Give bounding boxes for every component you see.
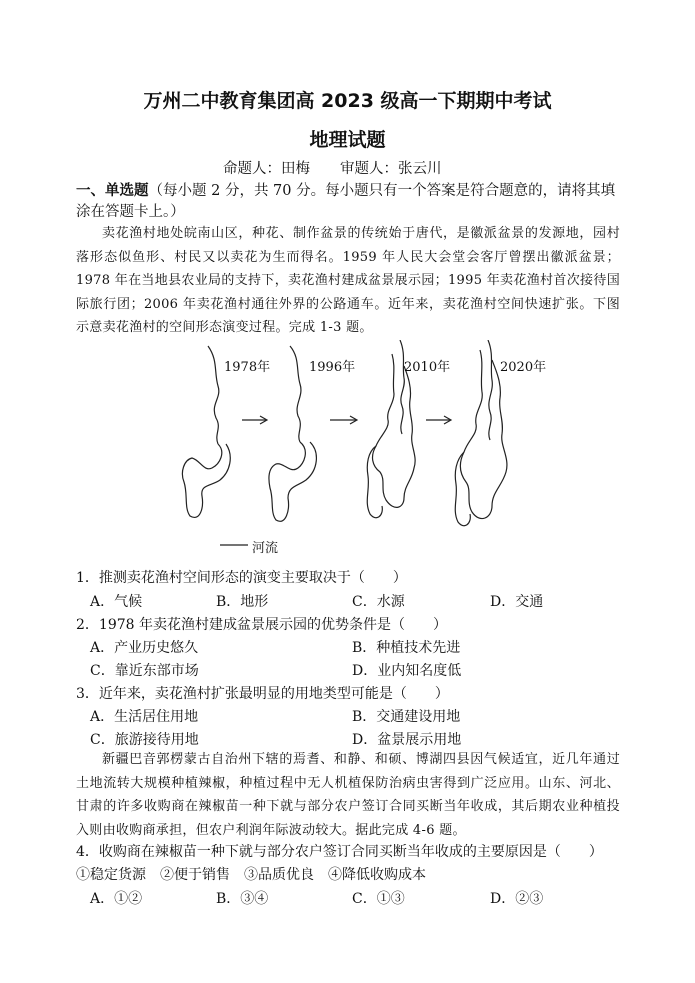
q4-option-b: B．③④ bbox=[216, 891, 269, 907]
question-4-stem: 4．收购商在辣椒苗一种下就与部分农户签订合同买断当年收成的主要原因是（ ） bbox=[76, 844, 603, 860]
q2-option-a: A．产业历史悠久 bbox=[90, 640, 199, 656]
arrow-3 bbox=[426, 416, 451, 424]
q3-option-d: D．盆景展示用地 bbox=[352, 732, 462, 748]
setter-name: 命题人：田梅 bbox=[223, 161, 310, 177]
year-label-2010: 2010年 bbox=[404, 360, 451, 375]
q4-option-a: A．①② bbox=[90, 891, 143, 907]
q4-statement-1: ①稳定货源 bbox=[76, 867, 146, 883]
arrow-2 bbox=[330, 416, 357, 424]
question-2-stem: 2．1978 年卖花渔村建成盆景展示园的优势条件是（ ） bbox=[76, 617, 447, 633]
year-label-1978: 1978年 bbox=[224, 360, 271, 375]
q2-option-b: B．种植技术先进 bbox=[352, 640, 461, 656]
q4-statements bbox=[76, 864, 426, 884]
passage-1: 卖花渔村地处皖南山区，种花、制作盆景的传统始于唐代，是徽派盆景的发源地，园村落形态似鱼形、村民又以卖花为生而得名。1959 年人民大会堂会客厅曾摆出徽派盆景；1978 年在当地县农业局的支持下，卖花渔村建成盆景展示园；1995 年卖花渔村首次接待国际旅行团；2006 年卖花渔村通往外界的公路通车。近年来，卖花渔村空间快速扩张。下图示意卖花渔村的空间形态演变过程。完成 1-3 题。 bbox=[76, 226, 620, 335]
section-instructions: （每小题 2 分，共 70 分。每小题只有一个答案是符合题意的，请将其填涂在答题卡上。） bbox=[76, 183, 616, 220]
q4-option-d: D．②③ bbox=[490, 891, 544, 907]
q2-option-c: C．靠近东部市场 bbox=[90, 663, 199, 679]
year-label-2020: 2020年 bbox=[500, 360, 547, 375]
exam-subtitle: 地理试题 bbox=[309, 129, 386, 151]
q1-option-c: C．水源 bbox=[352, 594, 405, 610]
arrow-1 bbox=[242, 416, 267, 424]
river-legend-label: 河流 bbox=[252, 541, 279, 556]
q4-statement-2: ②便于销售 bbox=[160, 867, 230, 883]
q1-option-a: A．气候 bbox=[90, 594, 143, 610]
q4-statement-3: ③品质优良 bbox=[244, 867, 314, 883]
q4-statement-4: ④降低收购成本 bbox=[328, 867, 426, 883]
q3-option-b: B．交通建设用地 bbox=[352, 709, 461, 725]
section-heading bbox=[76, 181, 621, 223]
exam-title: 万州二中教育集团高 2023 级高一下期期中考试 bbox=[143, 90, 552, 112]
q2-option-d: D．业内知名度低 bbox=[352, 663, 462, 679]
author-line bbox=[223, 157, 442, 178]
q3-option-a: A．生活居住用地 bbox=[90, 709, 199, 725]
section-title: 一、单选题 bbox=[76, 183, 149, 199]
year-label-1996: 1996年 bbox=[309, 360, 356, 375]
question-3-stem: 3．近年来，卖花渔村扩张最明显的用地类型可能是（ ） bbox=[76, 686, 449, 702]
question-1-stem: 1．推测卖花渔村空间形态的演变主要取决于（ ） bbox=[76, 570, 407, 586]
passage-2: 新疆巴音郭楞蒙古自治州下辖的焉耆、和静、和硕、博湖四县因气候适宜，近几年通过土地流转大规模种植辣椒，种植过程中无人机植保防治病虫害得到广泛应用。山东、河北、甘肃的许多收购商在辣椒苗一种下就与部分农户签订合同买断当年收成，其后期农业种植投入则由收购商承担，但农户利润年际波动较大。据此完成 4-6 题。 bbox=[76, 752, 620, 838]
reviewer-name: 审题人：张云川 bbox=[340, 161, 442, 177]
q1-option-d: D．交通 bbox=[490, 594, 544, 610]
q1-option-b: B．地形 bbox=[216, 594, 269, 610]
q3-option-c: C．旅游接待用地 bbox=[90, 732, 199, 748]
q4-option-c: C．①③ bbox=[352, 891, 405, 907]
